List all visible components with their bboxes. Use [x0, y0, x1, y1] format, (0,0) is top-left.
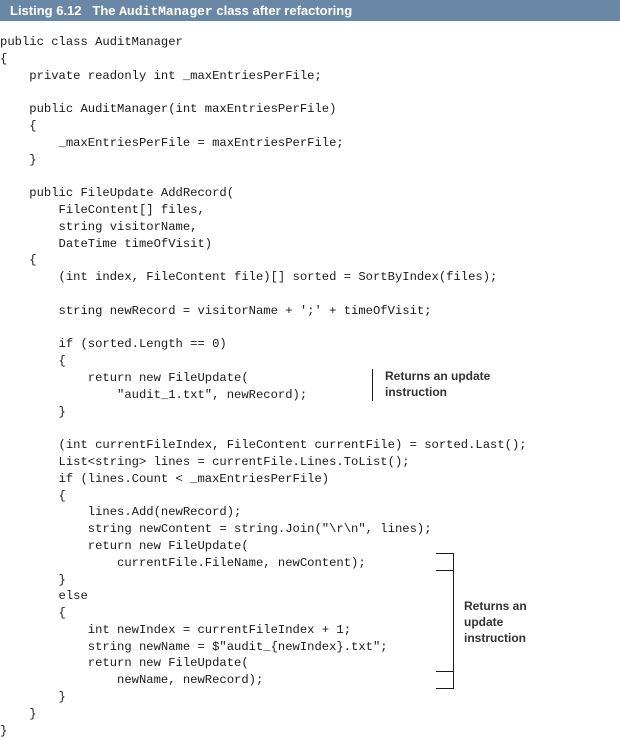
code-line	[0, 420, 527, 437]
code-line: }	[0, 152, 37, 167]
code-line: }	[0, 572, 66, 587]
code-line: "audit_1.txt", newRecord);	[0, 387, 308, 402]
code-line: _maxEntriesPerFile = maxEntriesPerFile;	[0, 135, 344, 150]
code-line: if (lines.Count < _maxEntriesPerFile)	[0, 471, 330, 486]
code-line	[0, 168, 527, 185]
code-line: return new FileUpdate(	[0, 656, 249, 671]
annotation-bracket-bottom	[436, 688, 454, 689]
code-line: }	[0, 723, 8, 738]
code-line: else	[0, 589, 88, 604]
code-line: FileContent[] files,	[0, 202, 205, 217]
code-line: (int index, FileContent file)[] sorted = SortByIndex(files);	[0, 270, 498, 285]
listing-title-prefix: The	[92, 3, 120, 18]
code-line: {	[0, 488, 66, 503]
code-line: {	[0, 253, 37, 268]
listing-header	[0, 0, 620, 21]
listing-number: Listing 6.12	[10, 3, 82, 18]
code-line: string newName = $"audit_{newIndex}.txt";	[0, 639, 388, 654]
code-line: {	[0, 51, 8, 66]
code-line: public AuditManager(int maxEntriesPerFile)	[0, 102, 337, 117]
code-line: List<string> lines = currentFile.Lines.ToList();	[0, 454, 410, 469]
code-line: }	[0, 404, 66, 419]
annotation-2-line-3: instruction	[464, 631, 526, 645]
code-line	[0, 84, 527, 101]
annotation-1-line-2: instruction	[385, 385, 447, 399]
annotation-1	[385, 368, 490, 400]
code-line	[0, 320, 527, 337]
code-line: string visitorName,	[0, 219, 198, 234]
code-line: }	[0, 690, 66, 705]
code-line: int newIndex = currentFileIndex + 1;	[0, 622, 352, 637]
code-line: }	[0, 706, 37, 721]
code-line: {	[0, 118, 37, 133]
code-line: newName, newRecord);	[0, 673, 264, 688]
annotation-bracket-mid-bottom	[436, 671, 454, 672]
code-line: public class AuditManager	[0, 35, 183, 49]
code-line: private readonly int _maxEntriesPerFile;	[0, 68, 322, 83]
code-line: (int currentFileIndex, FileContent currentFile) = sorted.Last();	[0, 438, 527, 453]
code-line: currentFile.FileName, newContent);	[0, 555, 366, 570]
listing-title-suffix: class after refactoring	[212, 3, 353, 18]
annotation-bracket-top	[436, 553, 454, 554]
code-line: {	[0, 606, 66, 621]
annotation-2	[464, 598, 527, 646]
code-line: if (sorted.Length == 0)	[0, 337, 227, 352]
annotation-1-line-1: Returns an update	[385, 369, 491, 383]
code-line	[0, 286, 527, 303]
code-line: public FileUpdate AddRecord(	[0, 186, 235, 201]
code-line: {	[0, 354, 66, 369]
annotation-bracket-mid-top	[436, 570, 454, 571]
code-line: DateTime timeOfVisit)	[0, 236, 213, 251]
listing-title-code: AuditManager	[119, 4, 213, 19]
annotation-bracket-vertical	[453, 553, 454, 689]
code-line: string newContent = string.Join("\r\n", lines);	[0, 522, 432, 537]
annotation-bar-1	[372, 369, 373, 401]
code-line: lines.Add(newRecord);	[0, 505, 242, 520]
code-line: return new FileUpdate(	[0, 538, 249, 553]
code-line: string newRecord = visitorName + ';' + timeOfVisit;	[0, 303, 432, 318]
code-line: return new FileUpdate(	[0, 370, 249, 385]
annotation-2-line-2: update	[464, 615, 504, 629]
annotation-2-line-1: Returns an	[464, 599, 527, 613]
